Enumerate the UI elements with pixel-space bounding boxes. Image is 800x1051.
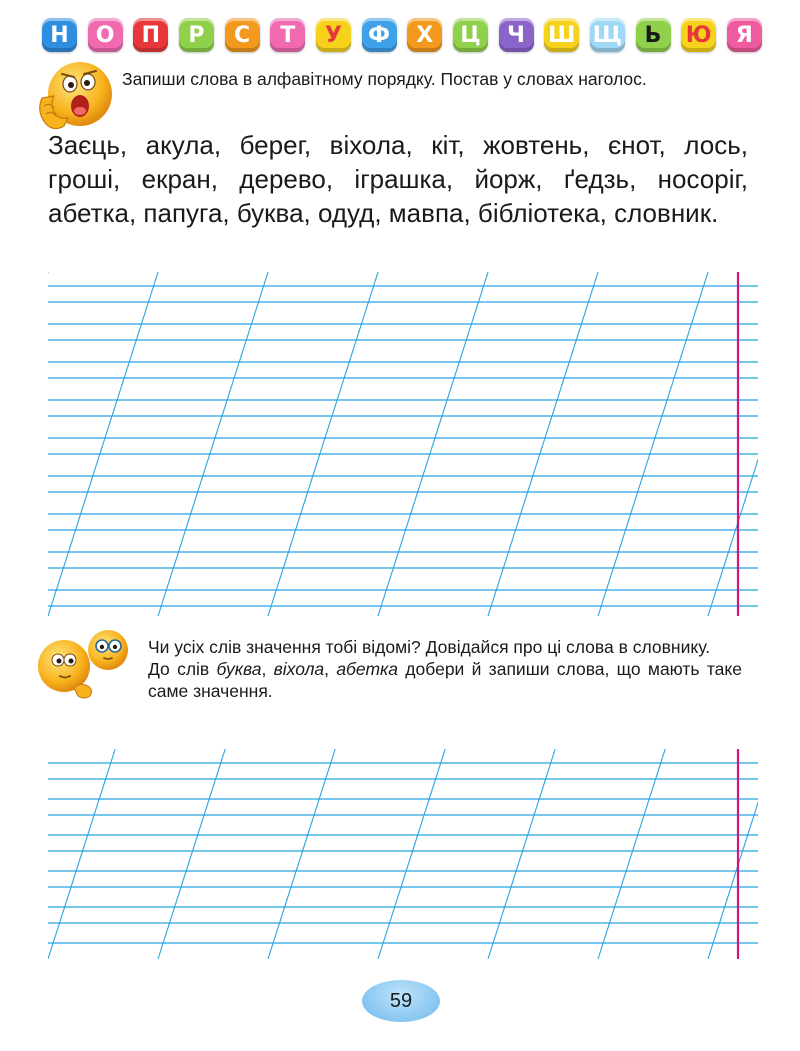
alphabet-letter-tile: Р — [179, 18, 214, 52]
alphabet-letter-tile: Х — [407, 18, 442, 52]
task1-instruction: Запиши слова в алфавітному порядку. Постав у словах наголос. — [122, 69, 647, 89]
task2-instruction — [148, 636, 742, 702]
alphabet-letter-tile: Ь — [636, 18, 671, 52]
alphabet-letter-tile: П — [133, 18, 168, 52]
alphabet-letter-tile: Щ — [590, 18, 625, 52]
worried-emoji-icon — [30, 58, 116, 134]
task1-word-list: Заєць, акула, берег, віхола, кіт, жовтень, єнот, лось, гроші, екран, дерево, іграшка, йорж, ґедзь, носоріг, абетка, папуга, буква, одуд, мавпа, бібліотека, словник. — [48, 130, 748, 228]
word-abetka: абетка — [336, 659, 399, 679]
page-number: 59 — [362, 980, 440, 1022]
alphabet-letter-tile: Ю — [681, 18, 716, 52]
alphabet-letter-tile: Ч — [499, 18, 534, 52]
alphabet-letter-tile: Т — [270, 18, 305, 52]
alphabet-letter-tile: Ц — [453, 18, 488, 52]
alphabet-letter-tile: Ф — [362, 18, 397, 52]
thinking-emojis-icon — [30, 626, 134, 702]
alphabet-letter-tile: Ш — [544, 18, 579, 52]
alphabet-letter-tile: О — [88, 18, 123, 52]
word-bukva: буква — [216, 659, 262, 679]
alphabet-strip — [42, 12, 762, 58]
alphabet-letter-tile: У — [316, 18, 351, 52]
writing-lines-area-1[interactable] — [48, 272, 758, 616]
word-vikhola: віхола — [273, 659, 325, 679]
writing-lines-area-2[interactable] — [48, 749, 758, 959]
alphabet-letter-tile: Н — [42, 18, 77, 52]
alphabet-letter-tile: Я — [727, 18, 762, 52]
alphabet-letter-tile: С — [225, 18, 260, 52]
task2-question: Чи усіх слів значення тобі відомі? Довідайся про ці слова в словнику. — [148, 637, 711, 657]
task2-assignment: До слів буква, віхола, абетка добери й запиши слова, що мають таке саме значення. — [148, 659, 742, 701]
